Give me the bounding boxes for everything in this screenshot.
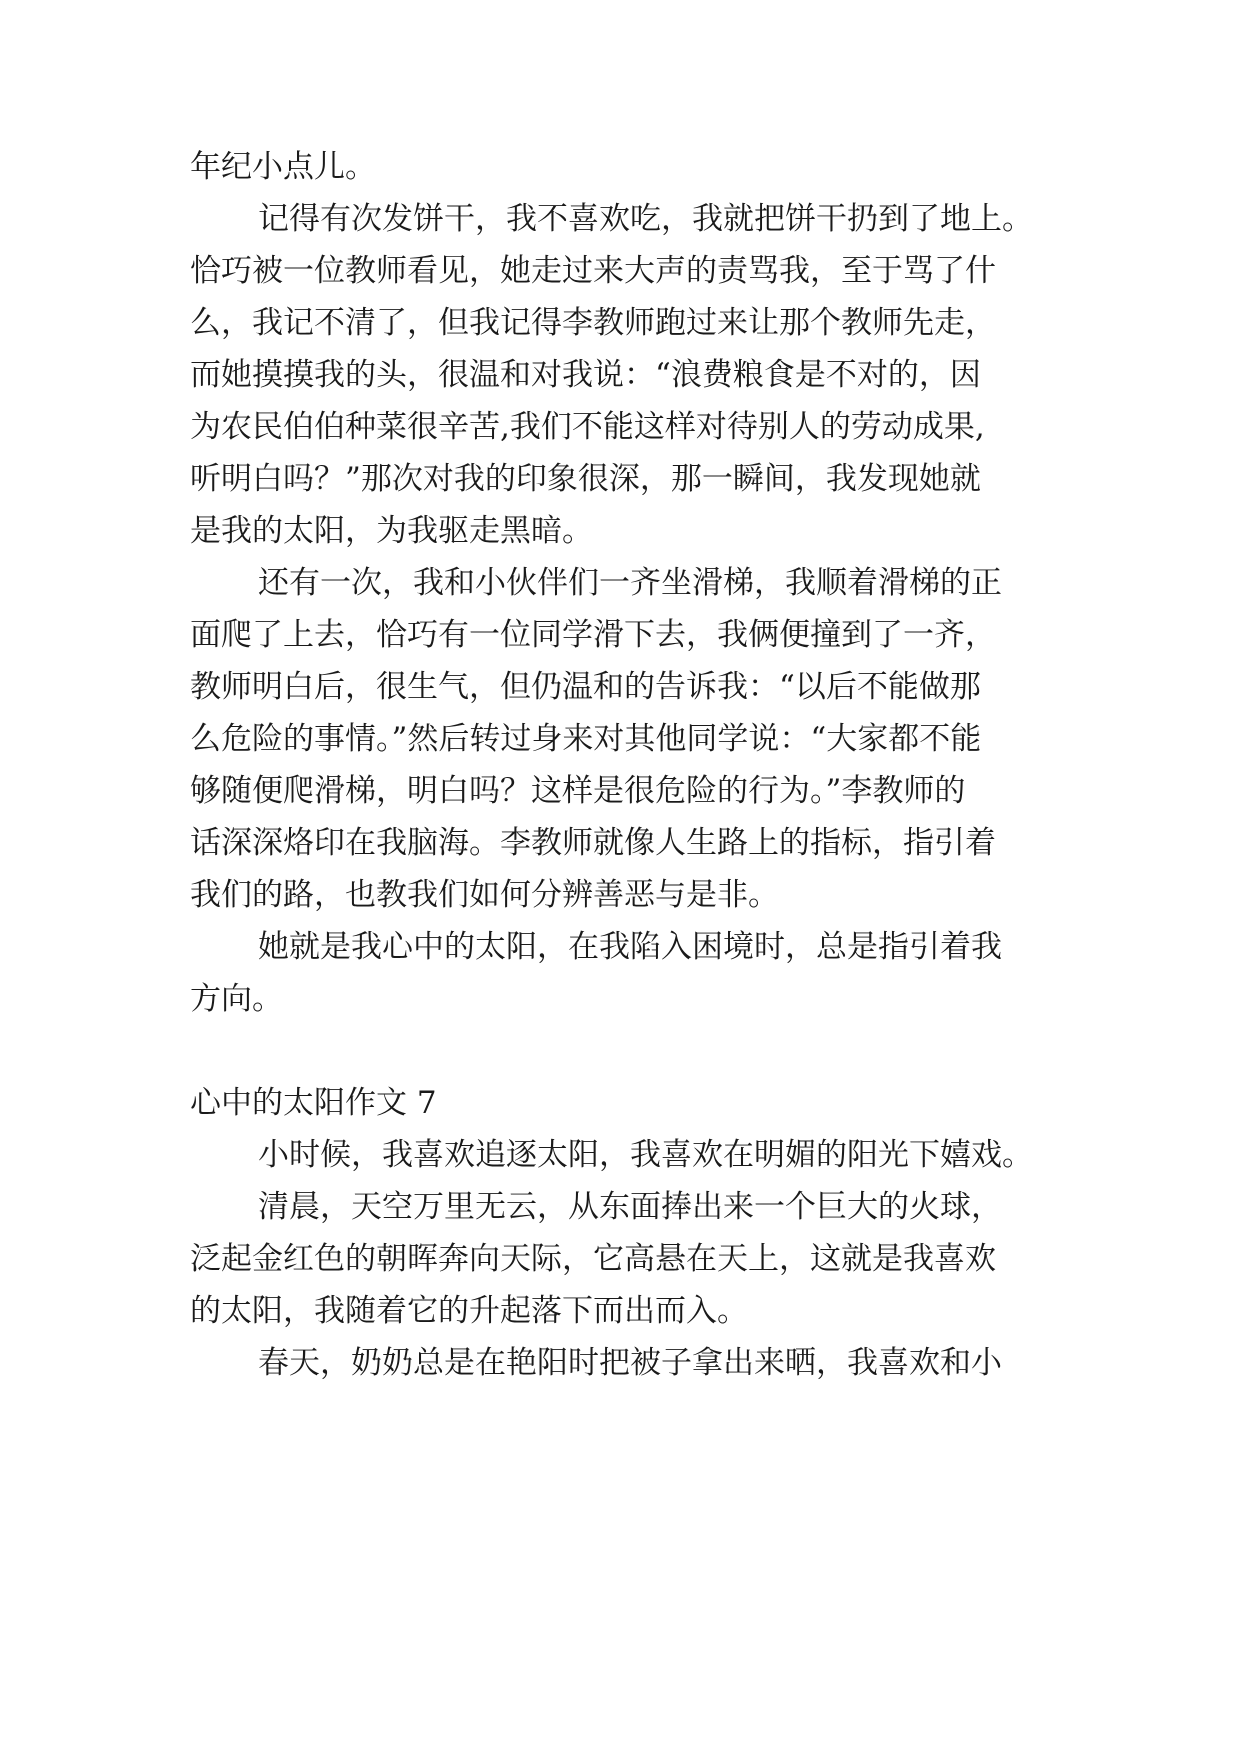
paragraph-first-line: 她就是我心中的太阳，在我陷入困境时，总是指引着我 [258, 929, 1002, 965]
text-line: 为农民伯伯种菜很辛苦,我们不能这样对待别人的劳动成果, [190, 409, 985, 445]
text-line: 泛起金红色的朝晖奔向天际，它高悬在天上，这就是我喜欢 [190, 1241, 996, 1277]
text-line: 方向。 [190, 981, 283, 1017]
text-line: 我们的路，也教我们如何分辨善恶与是非。 [190, 877, 779, 913]
text-line: 而她摸摸我的头，很温和对我说：“浪费粮食是不对的，因 [190, 357, 981, 393]
paragraph-first-line: 小时候，我喜欢追逐太阳，我喜欢在明媚的阳光下嬉戏。 [258, 1137, 1033, 1173]
text-line: 年纪小点儿。 [190, 149, 376, 185]
text-line: 是我的太阳，为我驱走黑暗。 [190, 513, 593, 549]
paragraph-first-line: 春天，奶奶总是在艳阳时把被子拿出来晒，我喜欢和小 [258, 1345, 1002, 1381]
text-line: 么危险的事情。”然后转过身来对其他同学说：“大家都不能 [190, 721, 982, 757]
text-line: 恰巧被一位教师看见，她走过来大声的责骂我，至于骂了什 [190, 253, 996, 289]
paragraph-first-line: 记得有次发饼干，我不喜欢吃，我就把饼干扔到了地上。 [258, 201, 1033, 237]
text-line: 面爬了上去，恰巧有一位同学滑下去，我俩便撞到了一齐， [190, 617, 996, 653]
text-line: 够随便爬滑梯，明白吗？这样是很危险的行为。”李教师的 [190, 773, 966, 809]
text-line: 么，我记不清了，但我记得李教师跑过来让那个教师先走， [190, 305, 996, 341]
paragraph-first-line: 还有一次，我和小伙伴们一齐坐滑梯，我顺着滑梯的正 [258, 565, 1002, 601]
text-line: 话深深烙印在我脑海。李教师就像人生路上的指标，指引着 [190, 825, 996, 861]
text-line: 的太阳，我随着它的升起落下而出而入。 [190, 1293, 748, 1329]
section-heading: 心中的太阳作文 7 [190, 1085, 437, 1121]
text-line: 教师明白后，很生气，但仍温和的告诉我：“以后不能做那 [190, 669, 981, 705]
paragraph-first-line: 清晨，天空万里无云，从东面捧出来一个巨大的火球， [258, 1189, 1002, 1225]
text-line: 听明白吗？”那次对我的印象很深，那一瞬间，我发现她就 [190, 461, 981, 497]
